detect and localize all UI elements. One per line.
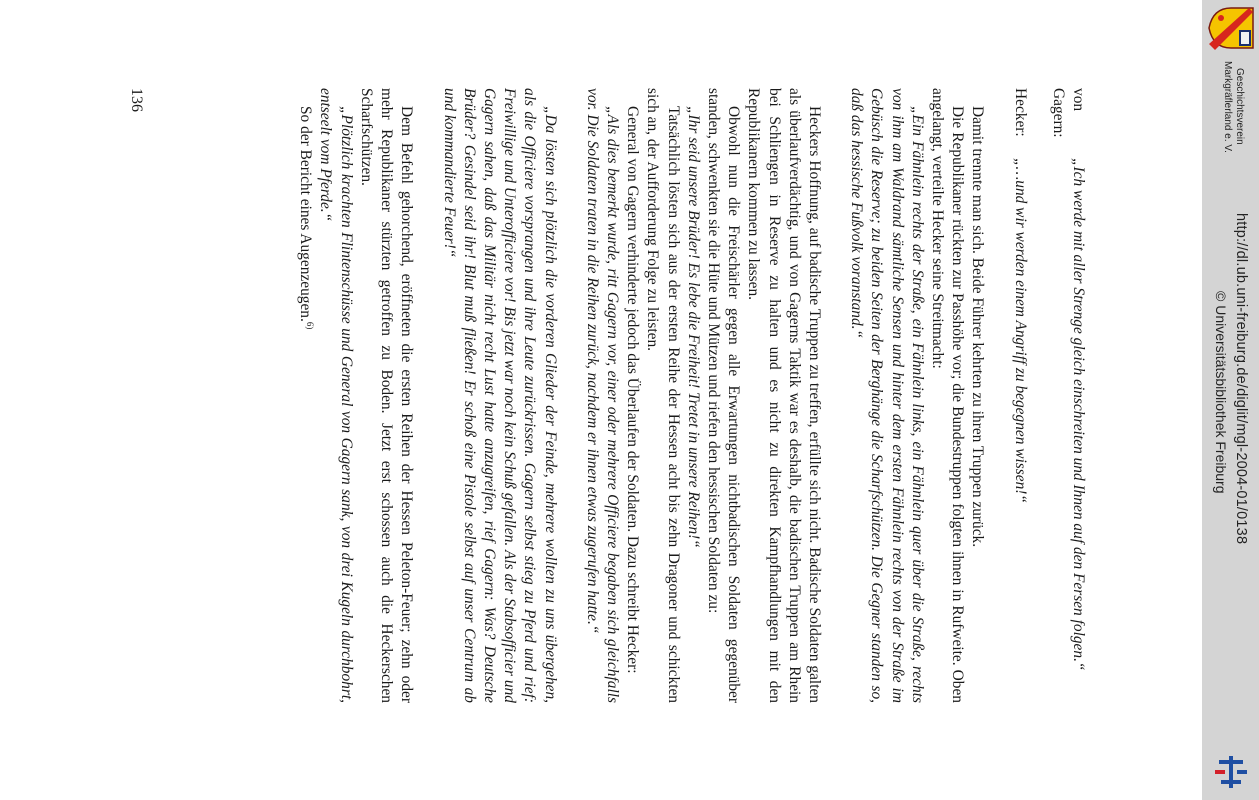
paragraph-text: Heckers Hoffnung, auf badische Truppen zu treffen, erfüllte sich nicht. Badische Soldaten galten als überlaufverdächtig, und von Gagerns Taktik war es deshalb, die badischen Truppen am Rhein bei Schliengen in Reserve zu halten und es nicht zu direkten Kampfhandlungen mit den Republikanern kommen zu lassen. (745, 88, 823, 703)
body-paragraph (967, 88, 987, 703)
paragraph-text: Dem Befehl gehorchend, eröffneten die ersten Reihen der Hessen Peleton-Feuer; zehn oder mehr Republikaner stürzten getroffen zu Boden. Jetzt erst schossen auch die Heckerschen Scharfschützen. (357, 88, 416, 703)
paragraph-gap (416, 88, 438, 703)
paragraph-gap (560, 88, 582, 703)
body-paragraph (622, 88, 642, 703)
quoted-paragraph (582, 88, 622, 703)
footnote-marker: 6) (305, 321, 316, 330)
paragraph-text: Obwohl nun die Freischärler gegen alle Erwartungen nichtbadischen Soldaten gegenüber standen, schwenkten sie die Hüte und Mützen und riefen den hessischen Soldaten zu: (704, 88, 743, 703)
paragraph-text: „Als dies bemerkt wurde, ritt Gagern vor, einer oder mehrere Officiere begaben sich gleichfalls vor. Die Soldaten traten in die Reihen zurück, nachdem er ihnen etwas zugerufen hatte.“ (583, 88, 621, 703)
dialogue-line-hecker (1009, 88, 1029, 703)
coat-of-arms-icon (1207, 6, 1255, 50)
body-paragraph (356, 88, 417, 703)
speaker-quote: „…und wir werden einem Angriff zu begegnen wissen!“ (1011, 158, 1029, 503)
body-paragraph (703, 88, 743, 703)
page-number: 136 (128, 88, 145, 112)
speaker-label: Hecker: (1011, 88, 1029, 137)
sidebar-content-rotated (1202, 0, 1259, 800)
quoted-paragraph (438, 88, 559, 703)
viewer-sidebar (1202, 0, 1259, 800)
paragraph-text: Damit trennte man sich. Beide Führer kehrten zu ihren Truppen zurück. (969, 106, 987, 548)
body-paragraphs (295, 88, 987, 703)
paragraph-gap (824, 88, 846, 703)
paragraph-text: „Ein Fähnlein rechts der Straße, ein Fähnlein links, ein Fähnlein quer über die Straße, rechts von ihm am Waldrand sämtliche Sensen und hinter dem ersten Fähnlein rechts von der Straße im Gebüsch die Reserve; zu beiden Seiten der Berghänge die Scharfschützen. Die Gegner standen so, daß das hessische Fußvolk voranstand.“ (848, 88, 926, 703)
body-paragraph (743, 88, 824, 703)
speaker-label: von Gagern: (1049, 88, 1087, 138)
quoted-paragraph (683, 88, 703, 703)
quoted-paragraph (315, 88, 355, 703)
ub-freiburg-logo-icon[interactable] (1211, 752, 1251, 792)
paragraph-text: „Plötzlich krachten Flintenschüsse und General von Gagern sank, von drei Kugeln durchbohrt, entseelt vom Pferde.“ (317, 88, 355, 703)
copyright-notice: © Universitätsbibliothek Freiburg (1213, 291, 1229, 494)
speaker-quote: „Ich werde mit aller Strenge gleich einschreiten und Ihnen auf den Fersen folgen.“ (1070, 158, 1087, 671)
body-paragraph (927, 88, 967, 703)
paragraph-text: General von Gagern verhinderte jedoch das Überlaufen der Soldaten. Dazu schreibt Hecker: (624, 106, 642, 674)
dialogue-line-gagern (1048, 88, 1088, 703)
body-paragraph (642, 88, 682, 703)
society-name-line-2: Markgräflerland e. V. (1222, 61, 1233, 153)
text-block (295, 88, 1088, 703)
paragraph-text: Die Republikaner rückten zur Passhöhe vor; die Bundestruppen folgten ihnen in Rufweite. Oben angelangt, verteilte Hecker seine Streitmacht: (928, 88, 967, 703)
paragraph-text: So der Bericht eines Augenzeugen. (297, 106, 315, 322)
paragraph-text: „Ihr seid unsere Brüder! Es lebe die Freiheit! Tretet in unsere Reihen!“ (684, 106, 702, 548)
society-name-line-1: Geschichtsverein (1234, 68, 1245, 145)
paragraph-text: Tatsächlich lösten sich aus der ersten Reihe der Hessen acht bis zehn Dragoner und schickten sich an, der Aufforderung Folge zu leisten. (644, 88, 682, 703)
body-paragraph (295, 88, 315, 703)
paragraph-text: „Da lösten sich plötzlich die vorderen Glieder der Feinde, mehrere wollten zu uns übergehen, als die Officiere vorsprangen und ihre Leute zurückrissen. Gagern selbst stieg zu Pferd und rief: Freiwillige und Unterofficiere vor! Bis jetzt war noch kein Schuß gefallen. Als der Stabsofficier und Gagern sahen, daß das Militär nicht recht Lust hatte anzugreifen, rief Gagern: Was? Deutsche Brüder? Gesindel seid ihr! Blut muß fließen! Er schoß eine Pistole selbst auf unser Centrum ab und kommandierte Feuer!“ (440, 88, 559, 703)
quoted-paragraph (846, 88, 927, 703)
permalink-url[interactable]: http://dl.ub.uni-freiburg.de/diglit/mgl-2004-01/0138 (1233, 213, 1249, 545)
